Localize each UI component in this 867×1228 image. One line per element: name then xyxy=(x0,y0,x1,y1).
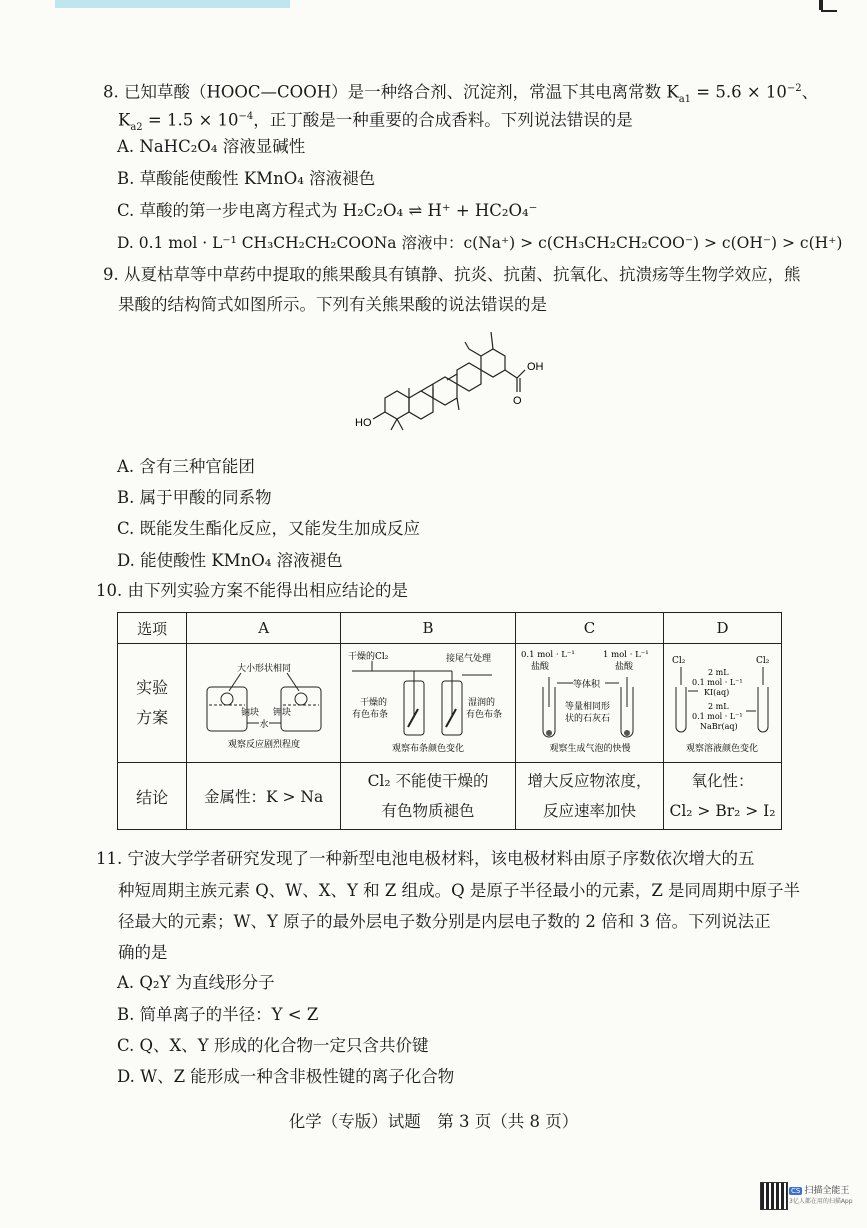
header-cell: C xyxy=(516,613,664,644)
setup-a-water-label: 水 xyxy=(259,720,269,730)
conclusion-a: 金属性：K > Na xyxy=(187,763,341,830)
q11-option-a: A. Q₂Y 为直线形分子 xyxy=(117,973,275,992)
setup-c-marble-label2: 状的石灰石 xyxy=(564,714,610,724)
watermark-badge: CS xyxy=(791,1187,801,1195)
setup-d-ki-vol: 2 mL xyxy=(708,668,730,677)
struct-oh-label: OH xyxy=(527,361,544,373)
q8-option-c: C. 草酸的第一步电离方程式为 H₂C₂O₄ ⇌ H⁺ + HC₂O₄⁻ xyxy=(117,201,538,220)
conclusion-c-line1: 增大反应物浓度， xyxy=(527,772,652,790)
conclusion-b-line1: Cl₂ 不能使干燥的 xyxy=(367,772,489,790)
q11-option-b: B. 简单离子的半径：Y < Z xyxy=(117,1005,319,1024)
conclusion-b xyxy=(341,763,516,830)
q8-option-d: D. 0.1 mol · L⁻¹ CH₃CH₂CH₂COONa 溶液中：c(Na⁺) > c(CH₃CH₂CH₂COO⁻) > c(OH⁻) > c(H⁺) xyxy=(117,234,843,252)
setup-b-diagram xyxy=(342,647,514,759)
setup-b-dry-cl2-label: 干燥的Cl₂ xyxy=(348,652,389,662)
setup-c-left-acid: 盐酸 xyxy=(530,662,549,672)
q9-option-d: D. 能使酸性 KMnO₄ 溶液褪色 xyxy=(117,551,343,570)
setup-d-nabr-vol: 2 mL xyxy=(708,702,730,711)
setup-d-ki-conc: 0.1 mol · L⁻¹ xyxy=(692,678,744,687)
setup-a-cell xyxy=(187,644,341,763)
setup-d-nabr-conc: 0.1 mol · L⁻¹ xyxy=(692,712,744,721)
conclusion-d xyxy=(663,763,781,830)
q11-stem-line2: 种短周期主族元素 Q、W、X、Y 和 Z 组成。Q 是原子半径最小的元素，Z 是同周期中原子半 xyxy=(118,881,801,900)
q9-stem-line1: 9. 从夏枯草等中草药中提取的熊果酸具有镇静、抗炎、抗菌、抗氧化、抗溃疡等生物学效应，熊 xyxy=(103,265,801,284)
q11-stem-line4: 确的是 xyxy=(118,943,168,962)
conclusion-c xyxy=(516,763,664,830)
q8-option-b: B. 草酸能使酸性 KMnO₄ 溶液褪色 xyxy=(117,169,376,188)
conclusion-c-line2: 反应速率加快 xyxy=(542,802,636,820)
q9-option-b: B. 属于甲酸的同系物 xyxy=(117,488,272,507)
header-cell: 选项 xyxy=(118,613,187,644)
scan-edge-mark xyxy=(55,0,290,8)
header-cell: A xyxy=(187,613,341,644)
struct-o-label: O xyxy=(513,395,522,407)
setup-d-ki: KI(aq) xyxy=(704,688,730,697)
setup-c-marble-label1: 等量相同形 xyxy=(564,702,610,712)
setup-a-na-label: 钠块 xyxy=(240,708,259,718)
corner-mark xyxy=(821,0,837,12)
setup-b-wet-cloth-label2: 有色布条 xyxy=(466,710,503,720)
q10-stem: 10. 由下列实验方案不能得出相应结论的是 xyxy=(96,581,408,600)
setup-c-cell xyxy=(516,644,664,763)
setup-d-cl2-right: Cl₂ xyxy=(756,656,770,666)
conclusion-d-line2: Cl₂ > Br₂ > I₂ xyxy=(669,802,776,820)
q8-stem-line1: 8. 已知草酸（HOOC—COOH）是一种络合剂、沉淀剂，常温下其电离常数 $K_{a1} = 5.6 \times 10^{-2}$、 xyxy=(103,82,819,105)
setup-a-top-label: 大小形状相同 xyxy=(236,664,291,674)
qr-code-icon xyxy=(760,1182,788,1210)
struct-ho-label: HO xyxy=(355,417,372,429)
setup-c-caption: 观察生成气泡的快慢 xyxy=(548,744,631,754)
setup-b-dry-cloth-label2: 有色布条 xyxy=(352,710,389,720)
setup-a-diagram xyxy=(189,647,339,759)
q9-stem-line2: 果酸的结构简式如图所示。下列有关熊果酸的说法错误的是 xyxy=(118,295,547,314)
header-cell: B xyxy=(341,613,516,644)
table-header-row xyxy=(118,613,782,644)
setup-c-diagram xyxy=(517,647,663,759)
header-cell: D xyxy=(663,613,781,644)
table-row-conclusion xyxy=(118,763,782,830)
page-footer: 化学（专版）试题 第 3 页（共 8 页） xyxy=(288,1112,579,1131)
watermark-title: 扫描全能王 xyxy=(804,1186,850,1196)
q9-option-c: C. 既能发生酯化反应，又能发生加成反应 xyxy=(117,519,421,538)
conclusion-d-line1: 氧化性： xyxy=(691,772,754,790)
setup-d-cl2-left: Cl₂ xyxy=(672,656,686,666)
watermark-sub: 3亿人都在用的扫描App xyxy=(789,1198,853,1205)
conclusion-b-line2: 有色物质褪色 xyxy=(381,802,475,820)
q8-option-a: A. NaHC₂O₄ 溶液显碱性 xyxy=(117,137,306,156)
ursolic-acid-structure xyxy=(345,318,555,448)
q11-stem-line1: 11. 宁波大学学者研究发现了一种新型电池电极材料，该电极材料由原子序数依次增大的五 xyxy=(96,849,755,868)
setup-c-left-conc: 0.1 mol · L⁻¹ xyxy=(520,650,575,660)
q11-option-d: D. W、Z 能形成一种含非极性键的离子化合物 xyxy=(117,1067,455,1086)
q11-stem-line3: 径最大的元素；W、Y 原子的最外层电子数分别是内层电子数的 2 倍和 3 倍。下列说法正 xyxy=(118,912,771,931)
row-label-setup: 实验方案 xyxy=(118,644,187,763)
setup-c-equal-vol: 等体积 xyxy=(572,680,600,690)
setup-b-tail-label: 接尾气处理 xyxy=(446,654,492,664)
setup-a-caption: 观察反应剧烈程度 xyxy=(227,740,300,750)
setup-d-diagram xyxy=(664,647,780,759)
experiment-table xyxy=(117,612,782,830)
q8-stem-line2: $K_{a2} = 1.5 \times 10^{-4}$，正丁酸是一种重要的合成香料。下列说法错误的是 xyxy=(118,110,633,133)
setup-a-k-label: 钾块 xyxy=(272,708,291,718)
setup-d-cell xyxy=(663,644,781,763)
corner-mark xyxy=(811,0,821,10)
setup-b-cell xyxy=(341,644,516,763)
table-row-setup xyxy=(118,644,782,763)
setup-c-right-conc: 1 mol · L⁻¹ xyxy=(602,650,649,660)
setup-b-caption: 观察布条颜色变化 xyxy=(392,744,465,754)
setup-b-wet-cloth-label1: 湿润的 xyxy=(468,698,496,708)
row-label-conclusion: 结论 xyxy=(118,763,187,830)
setup-b-dry-cloth-label1: 干燥的 xyxy=(360,698,388,708)
q9-option-a: A. 含有三种官能团 xyxy=(117,457,255,476)
scanner-watermark xyxy=(789,1183,853,1206)
setup-c-right-acid: 盐酸 xyxy=(614,662,633,672)
setup-d-nabr: NaBr(aq) xyxy=(700,722,739,731)
q11-option-c: C. Q、X、Y 形成的化合物一定只含共价键 xyxy=(117,1036,429,1055)
setup-d-caption: 观察溶液颜色变化 xyxy=(686,744,759,754)
